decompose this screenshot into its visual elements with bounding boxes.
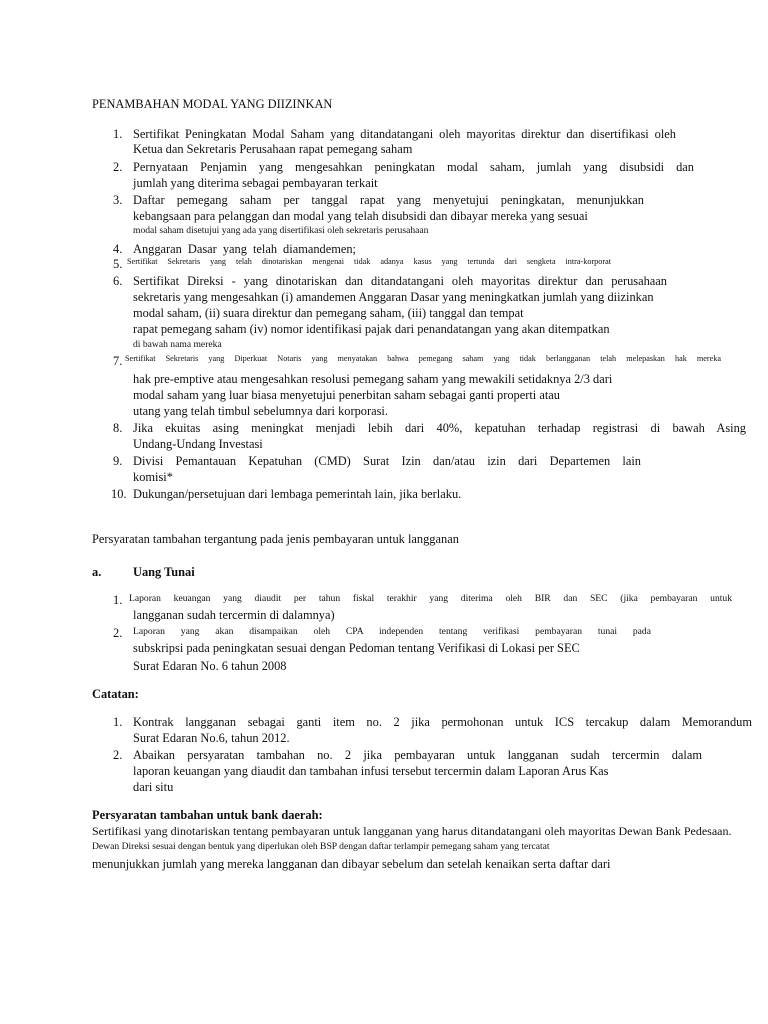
section-intro: Persyaratan tambahan tergantung pada jenis pembayaran untuk langganan	[92, 532, 459, 546]
list-item-line: Pernyataan Penjamin yang mengesahkan peningkatan modal saham, jumlah yang disubsidi dan	[133, 160, 694, 174]
notes-heading: Catatan:	[92, 687, 139, 701]
list-number: 6.	[113, 274, 123, 288]
bank-text-line: menunjukkan jumlah yang mereka langganan dan dibayar sebelum dan setelah kenaikan serta daftar dari	[92, 857, 611, 871]
list-item-line: rapat pemegang saham (iv) nomor identifikasi pajak dari penandatangan yang akan ditempatkan	[133, 322, 610, 336]
list-item-line: Sertifikat Peningkatan Modal Saham yang ditandatangani oleh mayoritas direktur dan disertifikasi oleh	[133, 127, 676, 141]
subsection-letter: a.	[92, 565, 102, 579]
list-item-line: Kontrak langganan sebagai ganti item no. 2 jika permohonan untuk ICS tercakup dalam Memorandum	[133, 715, 752, 729]
list-item-line: modal saham, (ii) suara direktur dan pemegang saham, (iii) tanggal dan tempat	[133, 306, 524, 320]
list-item-line: Abaikan persyaratan tambahan no. 2 jika pembayaran untuk langganan sudah tercermin dalam	[133, 748, 702, 762]
list-item-line: Dukungan/persetujuan dari lembaga pemerintah lain, jika berlaku.	[133, 487, 462, 501]
bank-text-line: Dewan Direksi sesuai dengan bentuk yang diperlukan oleh BSP dengan daftar terlampir pemegang saham yang tercatat	[92, 841, 550, 852]
list-item-line: langganan sudah tercermin di dalamnya)	[133, 608, 335, 622]
list-item-line: utang yang telah timbul sebelumnya dari korporasi.	[133, 404, 388, 418]
bank-text-line: Sertifikasi yang dinotariskan tentang pembayaran untuk langganan yang harus ditandatangani oleh mayoritas Dewan Bank Pedesaan.	[92, 824, 732, 838]
list-item-line: Surat Edaran No. 6 tahun 2008	[133, 659, 287, 673]
list-item-line: komisi*	[133, 470, 173, 484]
list-number: 4.	[113, 242, 123, 256]
list-item-line: laporan keuangan yang diaudit dan tambahan infusi tersebut tercermin dalam Laporan Arus Kas	[133, 764, 609, 778]
list-item-line: modal saham yang luar biasa menyetujui penerbitan saham sebagai ganti properti atau	[133, 388, 560, 402]
list-item-line: Sertifikat Sekretaris yang Diperkuat Notaris yang menyatakan bahwa pemegang saham yang tidak berlangganan telah melepaskan hak mereka	[125, 354, 721, 363]
list-item-line: Sertifikat Sekretaris yang telah dinotariskan mengenai tidak adanya kasus yang tertunda dari sengketa intra-korporat	[127, 257, 611, 266]
document-title: PENAMBAHAN MODAL YANG DIIZINKAN	[92, 97, 333, 111]
list-number: 1.	[113, 127, 123, 141]
list-number: 5.	[113, 257, 123, 271]
list-item-line: modal saham disetujui yang ada yang disertifikasi oleh sekretaris perusahaan	[133, 225, 429, 236]
list-item-line: dari situ	[133, 780, 174, 794]
list-number: 3.	[113, 193, 123, 207]
list-item-line: kebangsaan para pelanggan dan modal yang telah disubsidi dan dibayar mereka yang sesuai	[133, 209, 588, 223]
list-item-line: hak pre-emptive atau mengesahkan resolusi pemegang saham yang mewakili setidaknya 2/3 dari	[133, 372, 613, 386]
list-number: 9.	[113, 454, 123, 468]
bank-heading: Persyaratan tambahan untuk bank daerah:	[92, 808, 323, 822]
list-item-line: Laporan keuangan yang diaudit per tahun fiskal terakhir yang diterima oleh BIR dan SEC (jika pembayaran untuk	[129, 593, 732, 604]
list-item-line: sekretaris yang mengesahkan (i) amandemen Anggaran Dasar yang meningkatkan jumlah yang diizinkan	[133, 290, 654, 304]
list-item-line: Anggaran Dasar yang telah diamandemen;	[133, 242, 356, 256]
list-number: 1.	[113, 715, 123, 729]
list-number: 2.	[113, 160, 123, 174]
subsection-heading: Uang Tunai	[133, 565, 195, 579]
list-number: 8.	[113, 421, 123, 435]
list-item-line: Sertifikat Direksi - yang dinotariskan dan ditandatangani oleh mayoritas direktur dan perusahaan	[133, 274, 667, 288]
list-number: 1.	[113, 593, 123, 607]
list-item-line: Daftar pemegang saham per tanggal rapat yang menyetujui peningkatan, menunjukkan	[133, 193, 644, 207]
list-item-line: Jika ekuitas asing meningkat menjadi lebih dari 40%, kepatuhan terhadap registrasi di bawah Asing	[133, 421, 746, 435]
list-item-line: Undang-Undang Investasi	[133, 437, 263, 451]
list-item-line: Laporan yang akan disampaikan oleh CPA independen tentang verifikasi pembayaran tunai pada	[133, 626, 651, 637]
list-number: 2.	[113, 748, 123, 762]
list-item-line: Surat Edaran No.6, tahun 2012.	[133, 731, 290, 745]
list-item-line: subskripsi pada peningkatan sesuai dengan Pedoman tentang Verifikasi di Lokasi per SEC	[133, 641, 580, 655]
list-item-line: di bawah nama mereka	[133, 339, 222, 350]
list-number: 7.	[113, 354, 123, 368]
list-number: 10.	[111, 487, 127, 501]
list-item-line: jumlah yang diterima sebagai pembayaran terkait	[133, 176, 378, 190]
list-item-line: Divisi Pemantauan Kepatuhan (CMD) Surat Izin dan/atau izin dari Departemen lain	[133, 454, 641, 468]
list-number: 2.	[113, 626, 123, 640]
list-item-line: Ketua dan Sekretaris Perusahaan rapat pemegang saham	[133, 142, 413, 156]
